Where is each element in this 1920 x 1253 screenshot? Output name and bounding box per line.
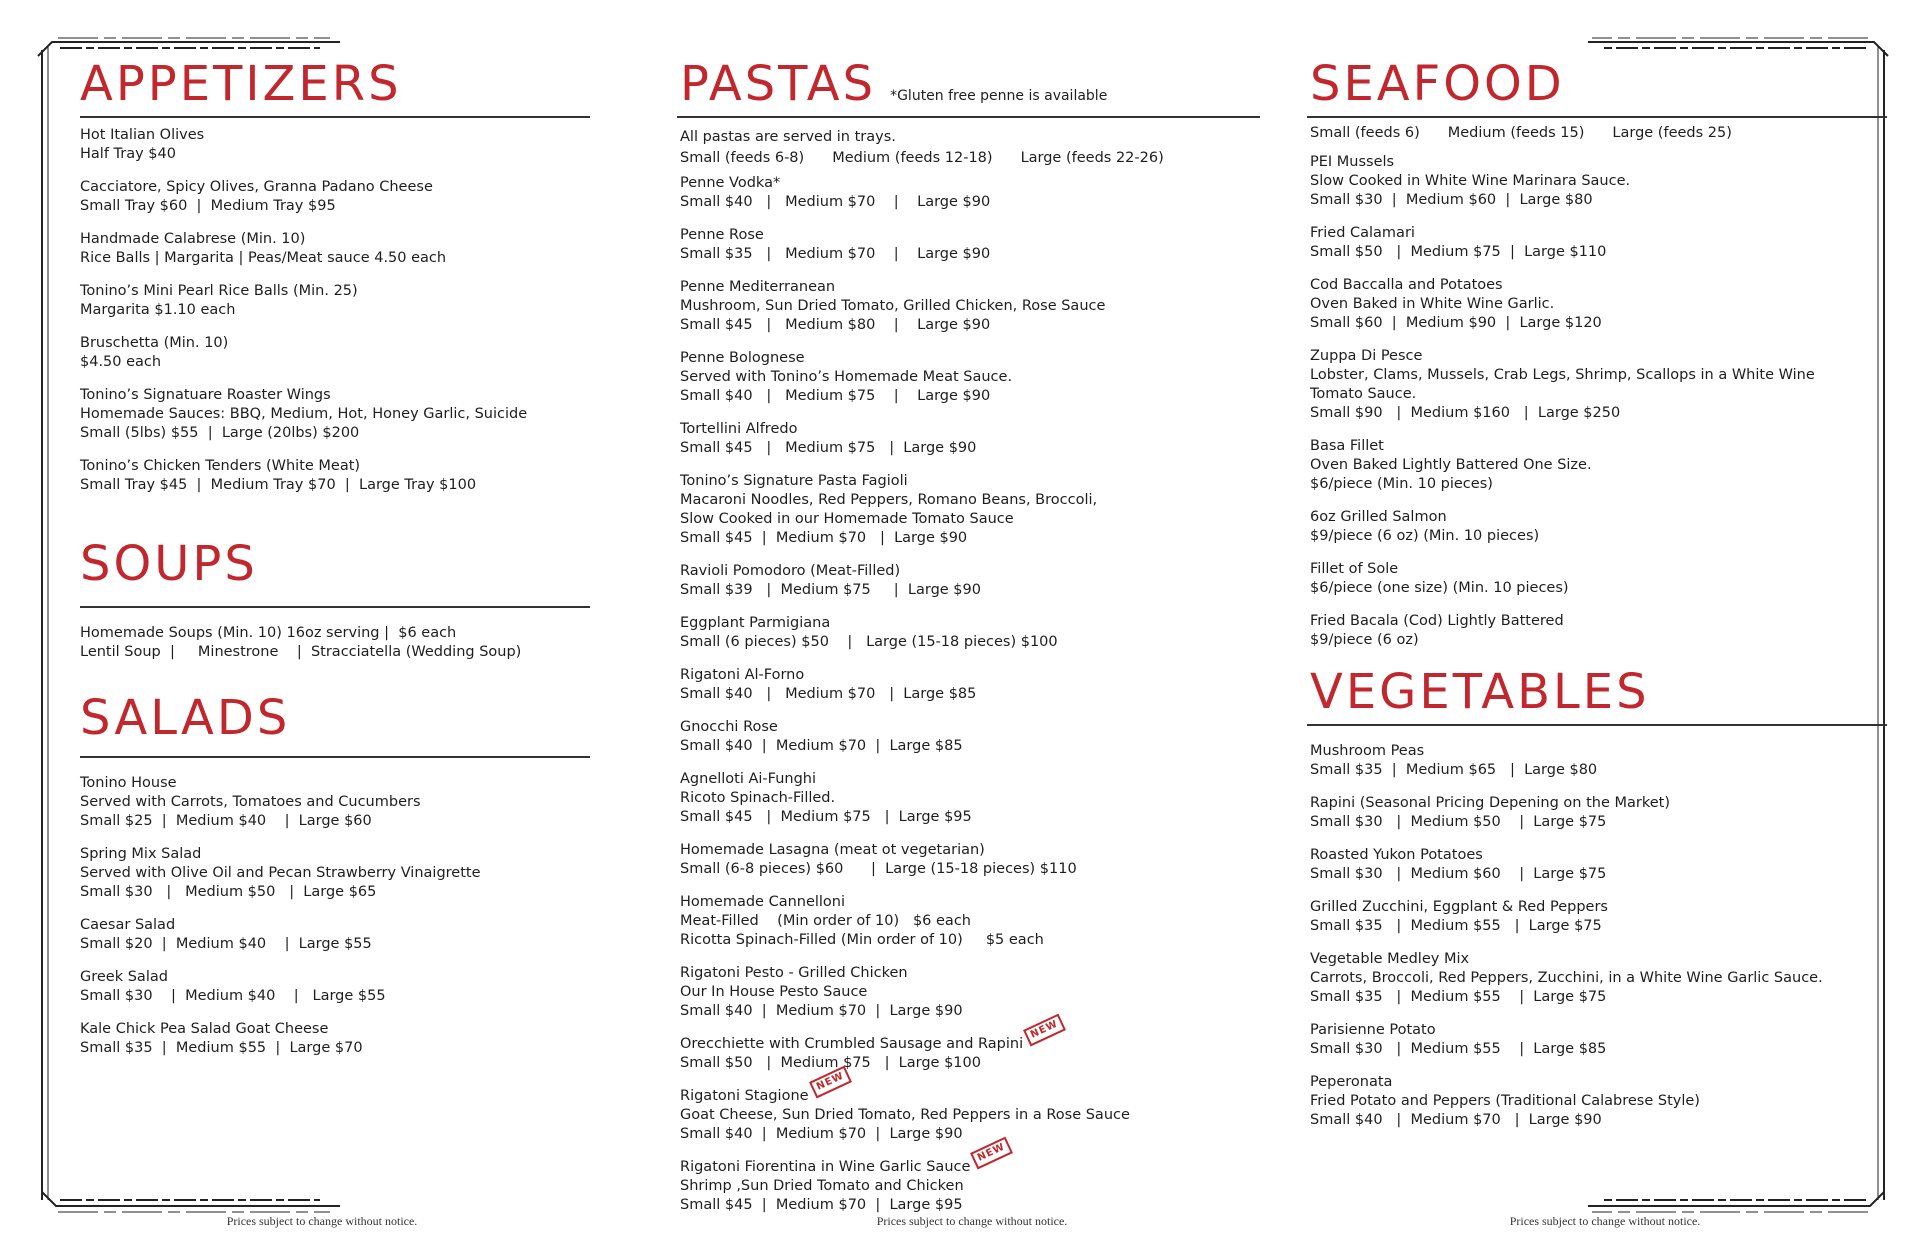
menu-item [680,278,1200,335]
menu-item-detail: Ricotta Spinach-Filled (Min order of 10) $5 each [680,932,1044,948]
menu-item [1310,742,1870,780]
menu-item-name: Homemade Lasagna (meat ot vegetarian) [680,842,985,858]
menu-item-name: Agnelloti Ai-Funghi [680,771,817,787]
menu-item-detail: Margarita $1.10 each [80,302,236,318]
menu-item-detail: Fried Potato and Peppers (Traditional Calabrese Style) [1310,1093,1700,1109]
menu-item-detail: Oven Baked Lightly Battered One Size. [1310,457,1592,473]
tray-size-label: Large (feeds 25) [1612,125,1732,141]
menu-item [1310,612,1870,650]
menu-item-detail: Lentil Soup | Minestrone | Stracciatella (Wedding Soup) [80,644,522,660]
menu-item-detail: Small Tray $45 | Medium Tray $70 | Large Tray $100 [80,477,477,493]
menu-item-name: PEI Mussels [1310,154,1395,170]
menu-item-detail: Small $50 | Medium $75 | Large $110 [1310,244,1607,260]
menu-item-detail: $6/piece (Min. 10 pieces) [1310,476,1493,492]
menu-item-detail: $9/piece (6 oz) (Min. 10 pieces) [1310,528,1540,544]
menu-item [680,1070,1200,1144]
menu-item-detail: Shrimp ,Sun Dried Tomato and Chicken [680,1178,964,1194]
tray-size-legend [1310,124,1870,143]
menu-item [680,893,1200,950]
menu-item [680,174,1200,212]
menu-item-name: Fillet of Sole [1310,561,1399,577]
menu-item-detail: Small $39 | Medium $75 | Large $90 [680,582,981,598]
menu-item-detail: Small $40 | Medium $70 | Large $90 [680,1126,963,1142]
menu-item-name: Handmade Calabrese (Min. 10) [80,231,306,247]
menu-item-name: Tortellini Alfredo [680,421,798,437]
menu-item [1310,276,1870,333]
tray-size-label: Large (feeds 22-26) [1020,150,1164,166]
new-badge: NEW [970,1137,1013,1170]
menu-item-detail: Small $45 | Medium $70 | Large $95 [680,1197,963,1213]
menu-item-detail: Small $35 | Medium $55 | Large $75 [1310,918,1602,934]
menu-item-detail: Homemade Sauces: BBQ, Medium, Hot, Honey Garlic, Suicide [80,406,528,422]
menu-item-name: Rigatoni Stagione [680,1088,809,1104]
menu-item [1310,153,1870,210]
menu-item-name: Fried Bacala (Cod) Lightly Battered [1310,613,1564,629]
menu-item-name: Hot Italian Olives [80,127,205,143]
menu-item [1310,347,1870,423]
menu-item-detail: Small $30 | Medium $50 | Large $65 [80,884,377,900]
menu-item [680,349,1200,406]
menu-item [80,845,560,902]
footer-note-middle: Prices subject to change without notice. [876,1214,1068,1228]
menu-item [1310,437,1870,494]
menu-item [80,457,560,495]
menu-item-name: Penne Rose [680,227,764,243]
menu-item-detail: Small $25 | Medium $40 | Large $60 [80,813,372,829]
menu-item-detail: Ricoto Spinach-Filled. [680,790,836,806]
menu-item-name: Rigatoni Pesto - Grilled Chicken [680,965,908,981]
menu-item [80,282,560,320]
menu-item-name: Zuppa Di Pesce [1310,348,1423,364]
menu-item-detail: Mushroom, Sun Dried Tomato, Grilled Chicken, Rose Sauce [680,298,1106,314]
menu-item-detail: Small (6 pieces) $50 | Large (15-18 pieces) $100 [680,634,1058,650]
menu-item [80,1020,560,1058]
menu-item-name: Bruschetta (Min. 10) [80,335,229,351]
menu-item-name: Penne Vodka* [680,175,781,191]
new-badge: NEW [1023,1014,1066,1047]
menu-item-detail: Served with Olive Oil and Pecan Strawberry Vinaigrette [80,865,481,881]
menu-item-detail: Small $40 | Medium $70 | Large $85 [680,686,977,702]
menu-item [80,230,560,268]
menu-item [1310,846,1870,884]
section-intro: All pastas are served in trays. [680,129,896,145]
menu-item [680,562,1200,600]
menu-item [680,770,1200,827]
menu-item-name: Tonino’s Mini Pearl Rice Balls (Min. 25) [80,283,358,299]
menu-item-name: Grilled Zucchini, Eggplant & Red Peppers [1310,899,1608,915]
menu-item-detail: Small $45 | Medium $75 | Large $95 [680,809,972,825]
menu-item-detail: Served with Carrots, Tomatoes and Cucumbers [80,794,421,810]
menu-item-detail: Small Tray $60 | Medium Tray $95 [80,198,336,214]
menu-item-name: Homemade Soups (Min. 10) 16oz serving | $6 each [80,625,457,641]
menu-item [680,718,1200,756]
menu-item-name: Spring Mix Salad [80,846,202,862]
menu-item-detail: Small $40 | Medium $70 | Large $90 [680,194,991,210]
menu-item [80,968,560,1006]
menu-item-detail: Small $20 | Medium $40 | Large $55 [80,936,372,952]
menu-item-detail: $6/piece (one size) (Min. 10 pieces) [1310,580,1569,596]
menu-item-name: Homemade Cannelloni [680,894,846,910]
menu-item-detail: Small $35 | Medium $55 | Large $70 [80,1040,363,1056]
menu-item-detail: Served with Tonino’s Homemade Meat Sauce. [680,369,1013,385]
menu-item-detail: Small $40 | Medium $70 | Large $85 [680,738,963,754]
seafood-section [1310,56,1870,664]
menu-item [1310,794,1870,832]
menu-item [680,841,1200,879]
menu-item-detail: Slow Cooked in White Wine Marinara Sauce. [1310,173,1631,189]
menu-item [680,964,1200,1021]
menu-item [1310,1073,1870,1130]
new-badge: NEW [809,1066,852,1099]
menu-item-name: Penne Mediterranean [680,279,836,295]
menu-item [680,1141,1200,1215]
menu-item-list [80,774,560,1058]
menu-item [80,916,560,954]
menu-item [1310,560,1870,598]
menu-item [680,420,1200,458]
menu-item [680,614,1200,652]
menu-item [1310,224,1870,262]
menu-item-name: Caesar Salad [80,917,176,933]
menu-item-name: Roasted Yukon Potatoes [1310,847,1483,863]
menu-item-name: Cod Baccalla and Potatoes [1310,277,1503,293]
menu-item-name: Orecchiette with Crumbled Sausage and Rapini [680,1036,1024,1052]
menu-item-detail: Tomato Sauce. [1310,386,1417,402]
menu-item-name: Penne Bolognese [680,350,805,366]
menu-item-detail: $4.50 each [80,354,162,370]
menu-item-detail: Small $35 | Medium $65 | Large $80 [1310,762,1598,778]
menu-item [1310,898,1870,936]
menu-item-name: Kale Chick Pea Salad Goat Cheese [80,1021,329,1037]
menu-item-detail: Small (6-8 pieces) $60 | Large (15-18 pieces) $110 [680,861,1077,877]
menu-item-name: Parisienne Potato [1310,1022,1436,1038]
menu-item-list [80,126,560,495]
salads-section [80,690,560,1072]
menu-item-name: Peperonata [1310,1074,1393,1090]
menu-item-detail: Goat Cheese, Sun Dried Tomato, Red Peppers in a Rose Sauce [680,1107,1130,1123]
tray-size-legend [680,149,1200,168]
menu-item [80,334,560,372]
menu-item-name: 6oz Grilled Salmon [1310,509,1447,525]
menu-item-detail: Small (5lbs) $55 | Large (20lbs) $200 [80,425,360,441]
gluten-free-note: *Gluten free penne is available [890,88,1108,104]
section-title: SEAFOOD [1310,56,1565,112]
tray-size-label: Small (feeds 6-8) [680,150,805,166]
section-title: SALADS [80,690,291,746]
menu-item-detail: Small $40 | Medium $75 | Large $90 [680,388,991,404]
section-title: APPETIZERS [80,56,402,112]
menu-item [80,126,560,164]
menu-item-detail: Lobster, Clams, Mussels, Crab Legs, Shrimp, Scallops in a White Wine [1310,367,1815,383]
tray-size-label: Medium (feeds 12-18) [832,150,993,166]
vegetables-section [1310,664,1870,1144]
section-divider [80,116,590,118]
menu-item-detail: Small $40 | Medium $70 | Large $90 [1310,1112,1602,1128]
menu-item [1310,1021,1870,1059]
menu-item-detail: Small $30 | Medium $60 | Large $80 [1310,192,1593,208]
menu-item-detail: Carrots, Broccoli, Red Peppers, Zucchini, in a White Wine Garlic Sauce. [1310,970,1823,986]
menu-item-name: Fried Calamari [1310,225,1415,241]
menu-item [80,386,560,443]
menu-item-detail: Our In House Pesto Sauce [680,984,868,1000]
menu-item-name: Basa Fillet [1310,438,1384,454]
section-divider [80,756,590,758]
section-title: VEGETABLES [1310,664,1650,720]
menu-item-name: Tonino’s Chicken Tenders (White Meat) [80,458,361,474]
section-divider [1307,724,1887,726]
menu-item-list [80,624,560,662]
menu-item-detail: Small $45 | Medium $70 | Large $90 [680,530,968,546]
menu-item [680,226,1200,264]
menu-item-detail: Small $30 | Medium $60 | Large $75 [1310,866,1607,882]
menu-item-detail: Meat-Filled (Min order of 10) $6 each [680,913,971,929]
menu-item-detail: Small $35 | Medium $70 | Large $90 [680,246,991,262]
menu-item-detail: Slow Cooked in our Homemade Tomato Sauce [680,511,1014,527]
section-divider [80,606,590,608]
menu-item-name: Gnocchi Rose [680,719,778,735]
menu-item-detail: Macaroni Noodles, Red Peppers, Romano Beans, Broccoli, [680,492,1098,508]
menu-item-name: Rigatoni Fiorentina in Wine Garlic Sauce [680,1159,971,1175]
menu-item-detail: Small $60 | Medium $90 | Large $120 [1310,315,1602,331]
menu-item-name: Eggplant Parmigiana [680,615,831,631]
menu-item [80,624,560,662]
menu-item-name: Mushroom Peas [1310,743,1425,759]
menu-item-name: Rapini (Seasonal Pricing Depening on the Market) [1310,795,1671,811]
section-title: SOUPS [80,536,258,592]
menu-item-detail: Small $90 | Medium $160 | Large $250 [1310,405,1621,421]
tray-size-label: Small (feeds 6) [1310,125,1420,141]
section-divider [1307,116,1887,118]
tray-size-label: Medium (feeds 15) [1447,125,1585,141]
menu-item-list [1310,742,1870,1130]
footer-note-left: Prices subject to change without notice. [226,1214,418,1228]
menu-item-name: Ravioli Pomodoro (Meat-Filled) [680,563,901,579]
menu-item-name: Tonino’s Signatuare Roaster Wings [80,387,331,403]
menu-item-name: Tonino House [80,775,177,791]
menu-item-name: Tonino’s Signature Pasta Fagioli [680,473,908,489]
menu-item-detail: Small $45 | Medium $80 | Large $90 [680,317,991,333]
menu-item [80,774,560,831]
menu-item-name: Cacciatore, Spicy Olives, Granna Padano Cheese [80,179,433,195]
menu-item-name: Rigatoni Al-Forno [680,667,805,683]
section-title: PASTAS [680,56,877,112]
soups-section [80,536,560,676]
menu-item-detail: Half Tray $40 [80,146,176,162]
appetizers-section [80,56,560,509]
pastas-section [680,56,1200,1229]
menu-item-detail: Oven Baked in White Wine Garlic. [1310,296,1555,312]
menu-item-list [1310,153,1870,650]
menu-item [680,666,1200,704]
menu-item-detail: Small $50 | Medium $75 | Large $100 [680,1055,981,1071]
menu-item-detail: Small $40 | Medium $70 | Large $90 [680,1003,963,1019]
section-divider [677,116,1260,118]
footer-note-right: Prices subject to change without notice. [1509,1214,1701,1228]
menu-item-list [680,174,1200,1215]
menu-item-detail: Small $45 | Medium $75 | Large $90 [680,440,977,456]
menu-item [680,1018,1200,1073]
menu-item-name: Greek Salad [80,969,168,985]
menu-item-detail: Small $35 | Medium $55 | Large $75 [1310,989,1607,1005]
menu-item [80,178,560,216]
menu-item [1310,508,1870,546]
menu-item [680,472,1200,548]
menu-item-name: Vegetable Medley Mix [1310,951,1470,967]
menu-item-detail: $9/piece (6 oz) [1310,632,1419,648]
menu-item [1310,950,1870,1007]
menu-item-detail: Small $30 | Medium $50 | Large $75 [1310,814,1607,830]
menu-item-detail: Small $30 | Medium $40 | Large $55 [80,988,386,1004]
menu-item-detail: Rice Balls | Margarita | Peas/Meat sauce 4.50 each [80,250,447,266]
menu-item-detail: Small $30 | Medium $55 | Large $85 [1310,1041,1607,1057]
